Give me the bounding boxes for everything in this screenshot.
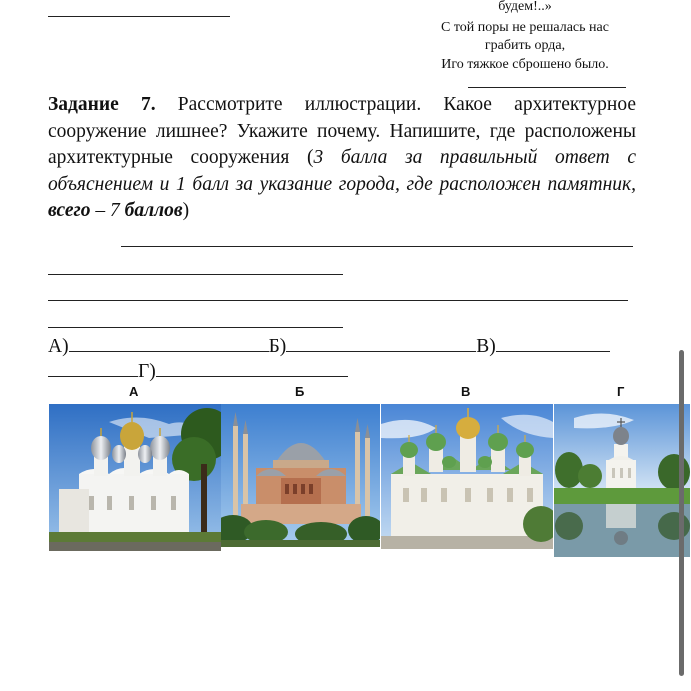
photo-v-cathedral-image (381, 404, 553, 549)
poem-line-2: С той поры не решалась нас (441, 20, 609, 35)
poem-line-1: будем!..» (498, 0, 552, 14)
task-text: Рассмотрите иллюстрации. Какое архитектурное сооружение лишнее? Укажите почему. Напишите, где расположены архитектурные сооружения ( (48, 94, 636, 168)
answer-line-1[interactable] (121, 246, 633, 247)
task-total-word: всего (48, 200, 91, 221)
photo-b-label: Б (295, 384, 305, 399)
vertical-scrollbar[interactable] (679, 350, 684, 676)
answer-v-label: В) (476, 336, 496, 357)
photo-a-label: А (129, 384, 139, 399)
task-7-paragraph (48, 92, 636, 225)
poem-underline (468, 87, 626, 88)
answer-a-field[interactable] (69, 333, 269, 352)
task-close-paren: ) (182, 200, 190, 221)
answer-b-field[interactable] (286, 333, 476, 352)
top-left-underline (48, 16, 230, 17)
answer-v-field[interactable] (496, 333, 610, 352)
photo-b-hagia-sophia-image (221, 404, 380, 547)
task-points-word: баллов (124, 200, 183, 221)
answer-row-g (48, 358, 348, 384)
task-number: Задание 7. (48, 94, 156, 115)
answer-g-field[interactable] (156, 358, 348, 377)
answer-row-abv (48, 333, 610, 359)
answer-line-2[interactable] (48, 274, 343, 275)
answer-line-4[interactable] (48, 327, 343, 328)
answer-g-prefix-field[interactable] (48, 358, 138, 377)
photo-g-church-image (554, 404, 690, 557)
answer-g-label: Г) (138, 361, 156, 382)
answer-b-label: Б) (268, 336, 287, 357)
photo-g-label: Г (617, 384, 625, 399)
poem-line-4: Иго тяжкое сброшено было. (441, 57, 609, 72)
photo-a-cathedral-image (49, 404, 221, 551)
task-total-dash: – 7 (90, 200, 125, 221)
photo-v-label: В (461, 384, 471, 399)
poem-line-3: грабить орда, (484, 38, 566, 53)
task-scoring: 3 балла за правильный ответ с объяснением и 1 балл за указание города, где расположен памятник, (48, 147, 637, 195)
answer-a-label: А) (48, 336, 69, 357)
answer-line-3[interactable] (48, 300, 628, 301)
